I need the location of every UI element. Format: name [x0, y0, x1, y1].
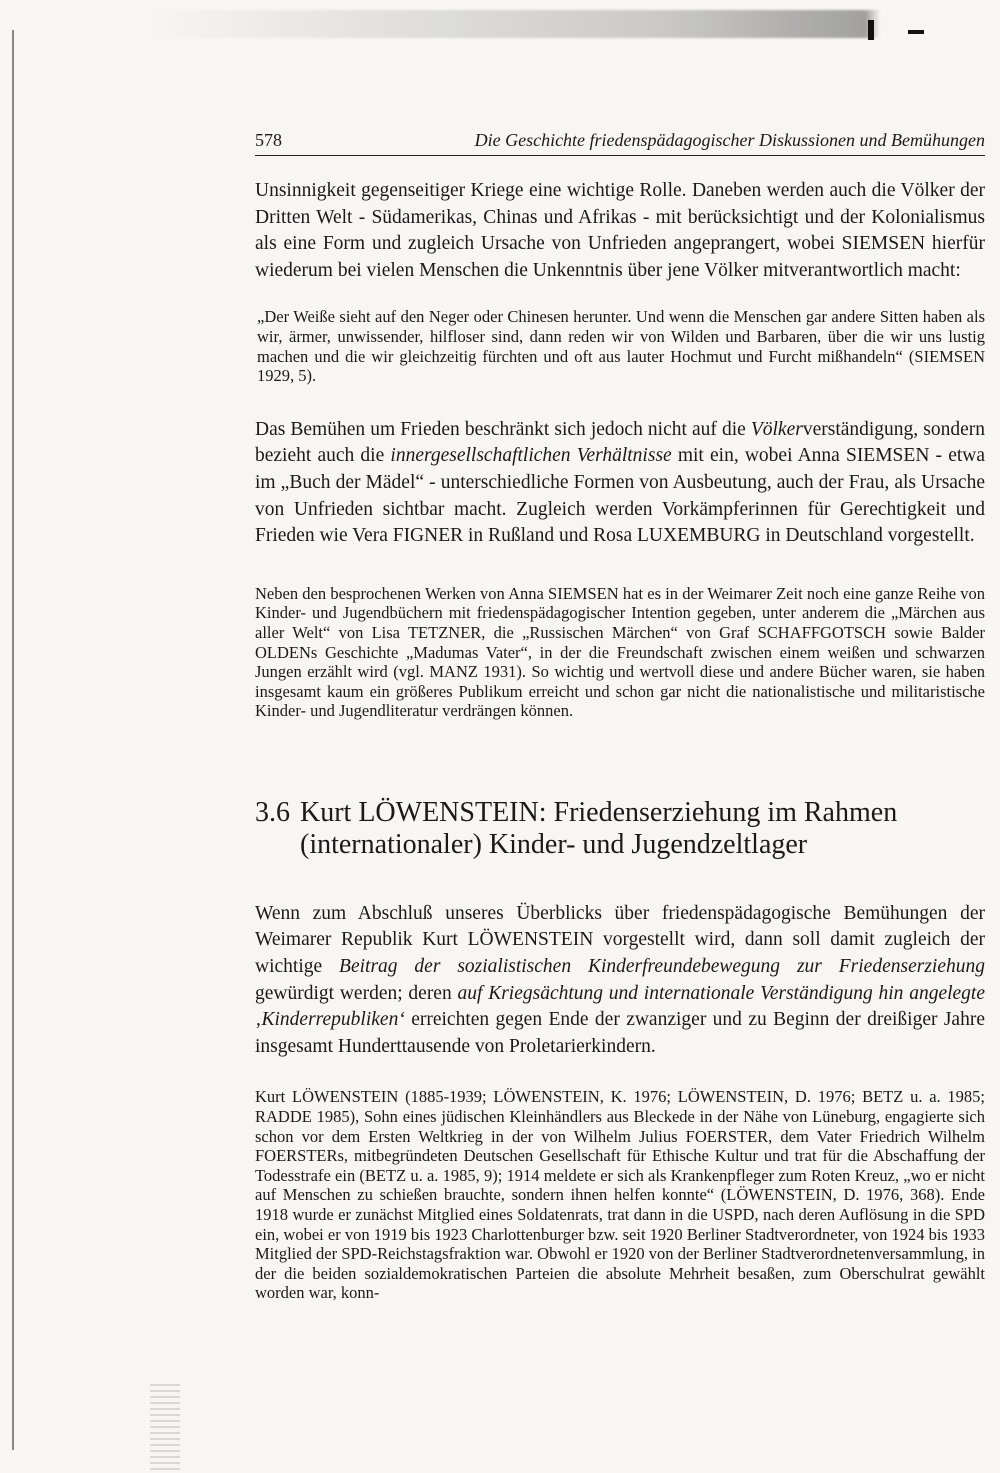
scan-artifact-mark [868, 20, 874, 40]
section-number: 3.6 [255, 796, 290, 828]
scan-artifact-bottom-left [150, 1380, 180, 1470]
section-heading [255, 797, 985, 861]
scan-artifact-left-edge [12, 30, 14, 1450]
scan-artifact-top [150, 10, 880, 38]
paragraph-1: Unsinnigkeit gegenseitiger Kriege eine wichtige Rolle. Daneben werden auch die Völker der Dritten Welt - Südamerikas, Chinas und Afrikas - mit berücksichtigt und der Kolonialismus als eine Form und zugleich Ursache von Unfrieden angeprangert, wobei SIEMSEN hierfür wiederum bei vielen Menschen die Unkenntnis über jene Völker mitverantwortlich macht: [255, 180, 985, 281]
section-title: Kurt LÖWENSTEIN: Friedenserziehung im Rahmen (internationaler) Kinder- und Jugendzeltlager [300, 796, 898, 860]
block-quote: „Der Weiße sieht auf den Neger oder Chinesen herunter. Und wenn die Menschen gar andere Sitten haben als wir, ärmer, unwissender, hilfloser sind, dann reden wir von Wilden und Barbaren, über die wir uns lustig machen und die wir gleichzeitig fürchten und oft aus lauter Hochmut und Furcht mißhandeln“ (SIEMSEN 1929, 5). [257, 307, 985, 386]
paragraph-5: Kurt LÖWENSTEIN (1885-1939; LÖWENSTEIN, K. 1976; LÖWENSTEIN, D. 1976; BETZ u. a. 1985; RADDE 1985), Sohn eines jüdischen Kleinhändlers aus Bleckede in der Nähe von Lüneburg, engagierte sich schon vor dem Ersten Weltkrieg in der von Wilhelm Julius FOERSTER, dem Vater Friedrich Wilhelm FOERSTERs, mitbegründeten Deutschen Gesellschaft für Ethische Kultur und trat für die Abschaffung der Todesstrafe ein (BETZ u. a. 1985, 9); 1914 meldete er sich als Krankenpfleger zum Roten Kreuz, „wo er nicht auf Menschen zu schießen brauchte, sondern ihnen helfen konnte“ (LÖWENSTEIN, D. 1976, 368). Ende 1918 wurde er zunächst Mitglied eines Soldatenrats, trat dann in die USPD, nach deren Auflösung in die SPD ein, wobei er von 1919 bis 1923 Charlottenburger bzw. seit 1920 Berliner Stadtverordneter, von 1924 bis 1933 Mitglied der SPD-Reichstagsfraktion war. Obwohl er 1920 von der Berliner Stadtverordnetenversammlung, in der die beiden sozialdemokratischen Parteien die absolute Mehrheit besaßen, zum Oberschulrat gewählt worden war, konn- [255, 1087, 985, 1303]
paragraph-4: Wenn zum Abschluß unseres Überblicks über friedenspädagogische Bemühungen der Weimarer Republik Kurt LÖWENSTEIN vorgestellt wird, dann soll damit zugleich der wichtige Beitrag der sozialistischen Kinderfreundebewegung zur Friedenserziehung gewürdigt werden; deren auf Kriegsächtung und internationale Verständigung hin angelegte ‚Kinderrepubliken‘ erreichten gegen Ende der zwanziger und zu Beginn der dreißiger Jahre insgesamt Hunderttausende von Proletarierkindern. [255, 902, 985, 1057]
scan-artifact-dash [908, 30, 924, 34]
running-header [255, 130, 985, 156]
page-number: 578 [255, 130, 282, 150]
paragraph-3: Neben den besprochenen Werken von Anna SIEMSEN hat es in der Weimarer Zeit noch eine ganze Reihe von Kinder- und Jugendbüchern mit friedenspädagogischer Intention gegeben, unter anderem die „Märchen aus aller Welt“ von Lisa TETZNER, die „Russischen Märchen“ von Graf SCHAFFGOTSCH sowie Balder OLDENs Geschichte „Madumas Vater“, in der die Freundschaft zwischen einem weißen und schwarzen Jungen erzählt wird (vgl. MANZ 1931). So wichtig und wertvoll diese und andere Bücher waren, sie haben insgesamt kaum ein größeres Publikum erreicht und schon gar nicht die nationalistische und militaristische Kinder- und Jugendliteratur verdrängen können. [255, 583, 985, 721]
book-page [255, 130, 985, 1303]
running-title: Die Geschichte friedenspädagogischer Diskussionen und Bemühungen [474, 130, 985, 150]
paragraph-2: Das Bemühen um Frieden beschränkt sich jedoch nicht auf die Völkerverständigung, sondern bezieht auch die innergesellschaftlichen Verhältnisse mit ein, wobei Anna SIEMSEN - etwa im „Buch der Mädel“ - unterschiedliche Formen von Ausbeutung, auch der Frau, als Ursache von Unfrieden sichtbar macht. Zugleich werden Vorkämpferinnen für Gerechtigkeit und Frieden wie Vera FIGNER in Rußland und Rosa LUXEMBURG in Deutschland vorgestellt. [255, 418, 986, 547]
